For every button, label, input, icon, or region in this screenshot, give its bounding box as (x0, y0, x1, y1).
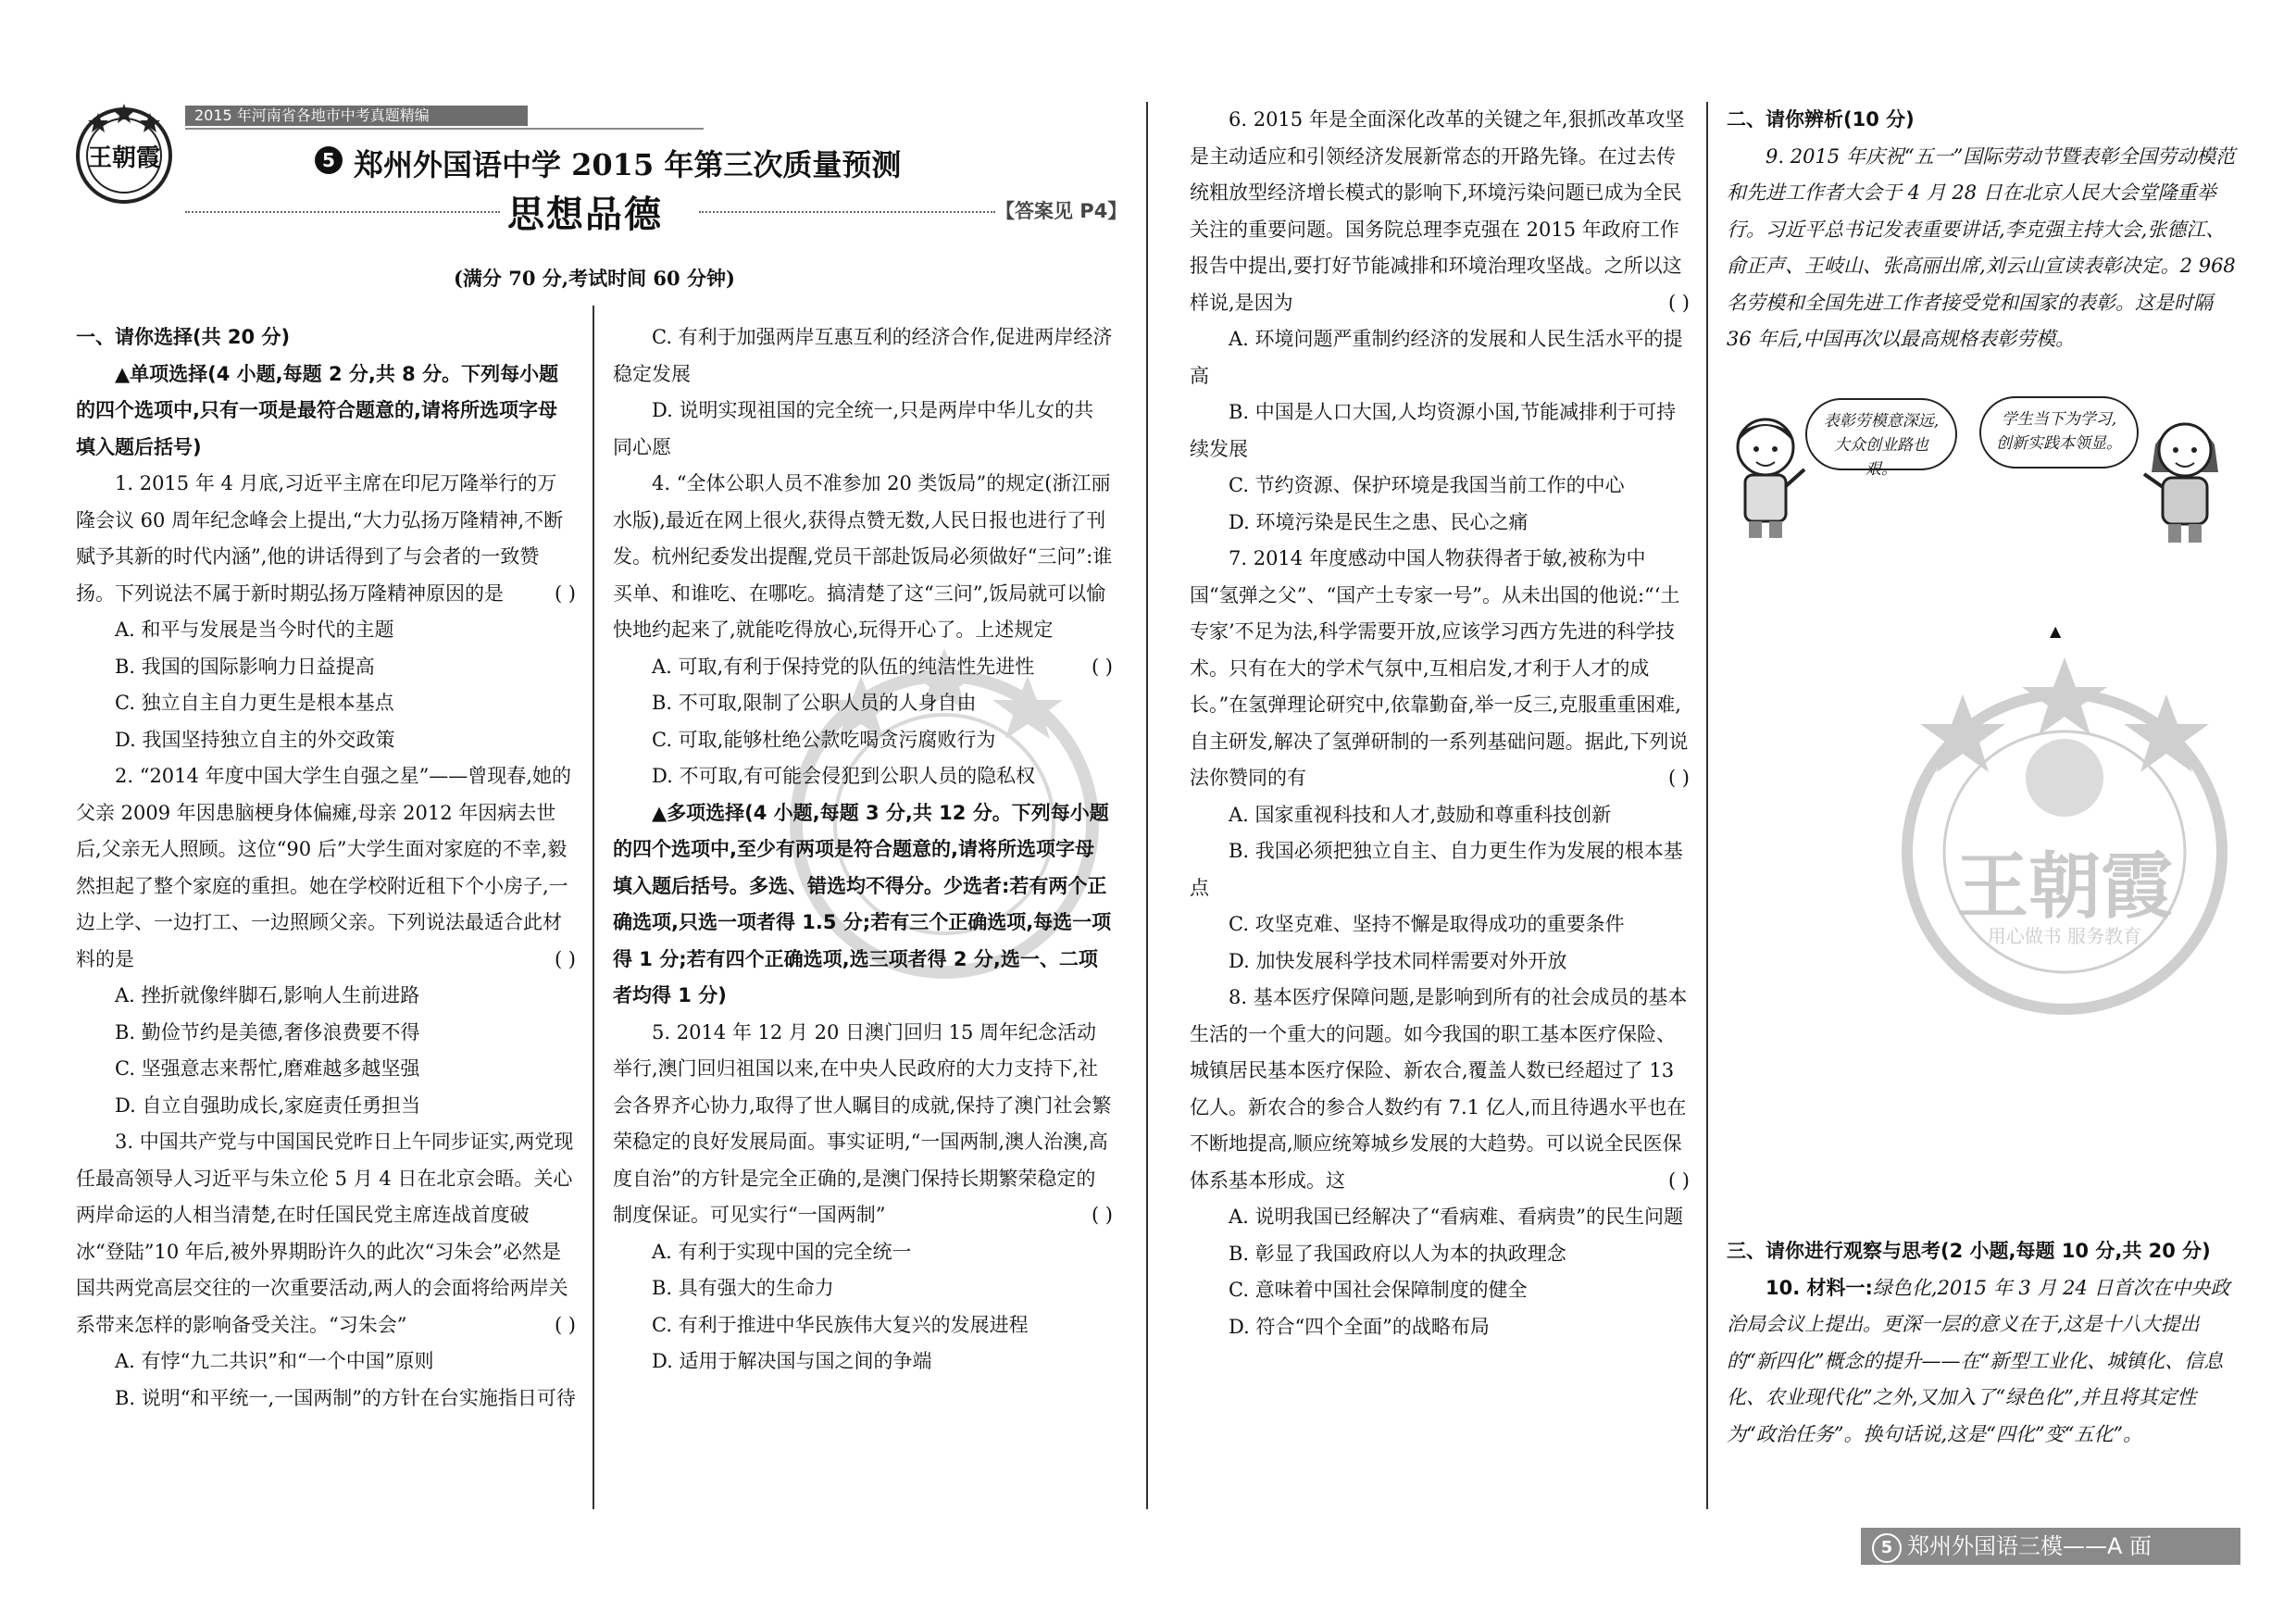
section-1-heading: 一、请你选择(共 20 分) (76, 326, 291, 348)
column-2 (613, 319, 1113, 1381)
logo-text: 王朝霞 (87, 144, 160, 172)
question-1-option-b: B. 我国的国际影响力日益提高 (115, 655, 375, 678)
page-title: 郑州外国语中学 2015 年第三次质量预测 (354, 147, 902, 182)
question-4-option-d: D. 不可取,有可能会侵犯到公职人员的隐私权 (652, 765, 1036, 787)
question-8-text: 8. 基本医疗保障问题,是影响到所有的社会成员的基本生活的一个重大的问题。如今我国的职工基本医疗保险、城镇居民基本医疗保险、新农合,覆盖人数已经超过了 13 亿人。新农合的参合人数约有 7.1 亿人,而且待遇水平也在不断地提高,顺应统筹城乡发展的大趋势。可以说全民医保体系基本形成。这 (1190, 986, 1688, 1192)
question-1-stem (76, 466, 576, 612)
question-9-text: 9. 2015 年庆祝“五一”国际劳动节暨表彰全国劳动模范和先进工作者大会于 4 月 28 日在北京人民大会堂隆重举行。习近平总书记发表重要讲话,李克强主持大会,张德江、俞正声、王岐山、张高丽出席,刘云山宣读表彰决定。2 968 名劳模和全国先进工作者接受党和国家的表彰。这是时隔 36 年后,中国再次以最高规格表彰劳模。 (1727, 144, 2236, 350)
question-6-stem (1190, 102, 1690, 321)
question-8-option-c: C. 意味着中国社会保障制度的健全 (1229, 1279, 1528, 1301)
question-3-stem (76, 1124, 576, 1343)
question-2-text: 2. “2014 年度中国大学生自强之星”——曾现春,她的父亲 2009 年因患脑梗身体偏瘫,母亲 2012 年因病去世后,父亲无人照顾。这位“90 后”大学生面对家庭的不幸,毅然担起了整个家庭的重担。她在学校附近租下个小房子,一边上学、一边打工、一边照顾父亲。下列说法最适合此材料的是 (76, 765, 571, 970)
question-6-option-a: A. 环境问题严重制约经济的发展和人民生活水平的提高 (1190, 328, 1683, 387)
question-7-option-d: D. 加快发展科学技术同样需要对外开放 (1229, 949, 1567, 972)
column-1 (76, 319, 576, 1417)
answer-paren: ( ) (1667, 291, 1690, 314)
watermark-right (1889, 639, 2240, 1028)
question-5-option-d: D. 适用于解决国与国之间的争端 (652, 1350, 932, 1372)
question-4-option-b: B. 不可取,限制了公职人员的人身自由 (652, 692, 977, 714)
exam-meta: (满分 70 分,考试时间 60 分钟) (454, 267, 735, 290)
question-5-option-c: C. 有利于推进中华民族伟大复兴的发展进程 (652, 1313, 1029, 1336)
question-10-label: 10. 材料一: (1766, 1276, 1873, 1299)
watermark-brand: 王朝霞 (1955, 844, 2173, 929)
column-3 (1190, 102, 1690, 1345)
question-1-text: 1. 2015 年 4 月底,习近平主席在印尼万隆举行的万隆会议 60 周年纪念峰会上提出,“大力弘扬万隆精神,不断赋予其新的时代内涵”,他的讲话得到了与会者的一致赞扬。下列说法不属于新时期弘扬万隆精神原因的是 (76, 472, 564, 605)
section-2-heading: 二、请你辨析(10 分) (1727, 108, 1915, 131)
column-divider-2 (1146, 102, 1148, 1509)
column-divider-3 (1706, 102, 1708, 1509)
question-6-option-c: C. 节约资源、保护环境是我国当前工作的中心 (1229, 474, 1625, 496)
question-8-stem (1190, 980, 1690, 1199)
question-7-option-b: B. 我国必须把独立自主、自力更生作为发展的根本基点 (1190, 840, 1683, 899)
speech-bubble-right (1979, 396, 2139, 469)
question-3-option-b: B. 说明“和平统一,一国两制”的方针在台实施指日可待 (115, 1386, 576, 1409)
footer-label: 郑州外国语三模——A 面 (1907, 1533, 2152, 1559)
speech-bubble-left-text: 表彰劳模意深远,大众创业路也艰。 (1823, 412, 1940, 479)
answer-paren: ( ) (1091, 655, 1113, 678)
question-5-stem (613, 1015, 1113, 1234)
question-5-text: 5. 2014 年 12 月 20 日澳门回归 15 周年纪念活动举行,澳门回归祖国以来,在中央人民政府的大力支持下,社会各界齐心协力,取得了世人瞩目的成就,保持了澳门社会繁荣稳定的良好发展局面。事实证明,“一国两制,澳人治澳,高度自治”的方针是完全正确的,是澳门保持长期繁荣稳定的制度保证。可见实行“一国两制” (613, 1020, 1112, 1226)
column-4 (1727, 102, 2236, 358)
question-10-text (1727, 1270, 2236, 1454)
question-6-option-d: D. 环境污染是民生之患、民心之痛 (1229, 510, 1529, 533)
question-4-option-c: C. 可取,能够杜绝公款吃喝贪污腐败行为 (652, 728, 996, 751)
footer-tab (1861, 1528, 2240, 1565)
column-divider-1 (593, 306, 594, 1509)
question-2-stem (76, 758, 576, 978)
question-2-option-d: D. 自立自强助成长,家庭责任勇担当 (115, 1093, 421, 1117)
question-5-option-b: B. 具有强大的生命力 (652, 1277, 834, 1299)
single-choice-instructions: ▲单项选择(4 小题,每题 2 分,共 8 分。下列每小题的四个选项中,只有一项是最符合题意的,请将所选项字母填入题后括号) (76, 362, 559, 458)
question-8-option-a: A. 说明我国已经解决了“看病难、看病贵”的民生问题 (1229, 1206, 1683, 1228)
answer-reference: 【答案见 P4】 (995, 200, 1128, 222)
title-badge (315, 146, 343, 174)
arrow-mark: ▲ (2050, 622, 2062, 640)
question-7-text: 7. 2014 年度感动中国人物获得者于敏,被称为中国“氢弹之父”、“国产土专家一号”。从未出国的他说:“‘土专家’不足为法,科学需要开放,应该学习西方先进的科学技术。只有在大的学术气氛中,互相启发,才利于人才的成长。”在氢弹理论研究中,依靠勤奋,举一反三,克服重重困难,自主研发,解决了氢弹研制的一系列基础问题。据此,下列说法你赞同的有 (1190, 547, 1689, 789)
question-2-option-c: C. 坚强意志来帮忙,磨难越多越坚强 (115, 1057, 420, 1080)
answer-paren: ( ) (554, 947, 576, 970)
question-6-text: 6. 2015 年是全面深化改革的关键之年,狠抓改革攻坚是主动适应和引领经济发展新常态的开路先锋。在过去传统粗放型经济增长模式的影响下,环境污染问题已成为全民关注的重要问题。国务院总理李克强在 2015 年政府工作报告中提出,要打好节能减排和环境治理攻坚战。之所以这样说,是因为 (1190, 108, 1685, 314)
answer-paren: ( ) (1667, 767, 1690, 789)
answer-paren: ( ) (554, 1313, 576, 1336)
illustration-boy-icon (1727, 412, 1810, 542)
question-7-stem (1190, 541, 1690, 797)
answer-paren: ( ) (554, 581, 576, 605)
question-1-option-c: C. 独立自主自力更生是根本基点 (115, 692, 394, 714)
question-4-text: 4. “全体公职人员不准参加 20 类饭局”的规定(浙江丽水版),最近在网上很火,获得点赞无数,人民日报也进行了刊发。杭州纪委发出提醒,党员干部赴饭局必须做好“三问”:谁买单、和谁吃、在哪吃。搞清楚了这“三问”,饭局就可以愉快地约起来了,就能吃得放心,玩得开心了。上述规定 (613, 472, 1113, 641)
question-4-option-a: A. 可取,有利于保持党的队伍的纯洁性先进性 (652, 655, 1035, 678)
answer-paren: ( ) (1667, 1168, 1690, 1192)
question-1-option-d: D. 我国坚持独立自主的外交政策 (115, 728, 395, 751)
question-3-option-c: C. 有利于加强两岸互惠互利的经济合作,促进两岸经济稳定发展 (613, 326, 1113, 385)
question-10-material: 绿色化,2015 年 3 月 24 日首次在中央政治局会议上提出。更深一层的意义在于,这是十八大提出的“新四化”概念的提升——在“新型工业化、城镇化、信息化、农业现代化”之外,又加入了“绿色化”,并且将其定性为“政治任务”。换句话说,这是“四化”变“五化”。 (1727, 1276, 2230, 1445)
banner-text: 2015 年河南省各地市中考真题精编 (194, 106, 430, 124)
footer-badge (1872, 1533, 1902, 1563)
question-3-text: 3. 中国共产党与中国国民党昨日上午同步证实,两党现任最高领导人习近平与朱立伦 5 月 4 日在北京会晤。关心两岸命运的人相当清楚,在时任国民党主席连战首度破冰“登陆”10 年后,被外界期盼许久的此次“习朱会”必然是国共两党高层交往的一次重要活动,两人的会面将给两岸关系带来怎样的影响备受关注。“习朱会” (76, 1131, 574, 1336)
footer-badge-number: 5 (1880, 1538, 1893, 1557)
banner-rule (185, 128, 704, 130)
column-4-lower (1727, 1233, 2236, 1453)
question-1-option-a: A. 和平与发展是当今时代的主题 (115, 619, 394, 641)
question-2-option-b: B. 勤俭节约是美德,奢侈浪费要不得 (115, 1020, 420, 1043)
section-3-heading: 三、请你进行观察与思考(2 小题,每题 10 分,共 20 分) (1727, 1240, 2211, 1262)
speech-bubble-right-text: 学生当下为学习,创新实践本领显。 (1996, 410, 2122, 453)
title-badge-number: 5 (322, 149, 335, 171)
question-7-option-a: A. 国家重视科技和人才,鼓励和尊重科技创新 (1229, 803, 1612, 826)
question-2-option-a: A. 挫折就像绊脚石,影响人生前进路 (115, 984, 420, 1006)
question-3-option-d: D. 说明实现祖国的完全统一,只是两岸中华儿女的共同心愿 (613, 399, 1094, 458)
question-7-option-c: C. 攻坚克难、坚持不懈是取得成功的重要条件 (1229, 913, 1625, 935)
watermark-slogan: 用心做书 服务教育 (1987, 925, 2142, 947)
question-5-option-a: A. 有利于实现中国的完全统一 (652, 1240, 912, 1263)
illustration-girl-icon (2139, 407, 2231, 546)
subject-title: 思想品德 (507, 193, 663, 236)
question-8-option-d: D. 符合“四个全面”的战略布局 (1229, 1315, 1490, 1338)
subject-rule-left (185, 211, 500, 213)
answer-paren: ( ) (1091, 1204, 1113, 1226)
question-8-option-b: B. 彰显了我国政府以人为本的执政理念 (1229, 1242, 1566, 1265)
speech-bubble-left (1805, 398, 1957, 479)
question-6-option-b: B. 中国是人口大国,人均资源小国,节能减排利于可持续发展 (1190, 401, 1677, 460)
multi-choice-instructions: ▲多项选择(4 小题,每题 3 分,共 12 分。下列每小题的四个选项中,至少有两项是符合题意的,请将所选项字母填入题后括号。多选、错选均不得分。少选者:若有两个正确选项,只选一项者得 1.5 分;若有三个正确选项,每选一项得 1 分;若有四个正确选项,选三项者得 2 分,选一、二项者均得 1 分) (613, 801, 1112, 1006)
subject-rule-right (699, 211, 995, 213)
question-3-option-a: A. 有悖“九二共识”和“一个中国”原则 (115, 1350, 434, 1372)
